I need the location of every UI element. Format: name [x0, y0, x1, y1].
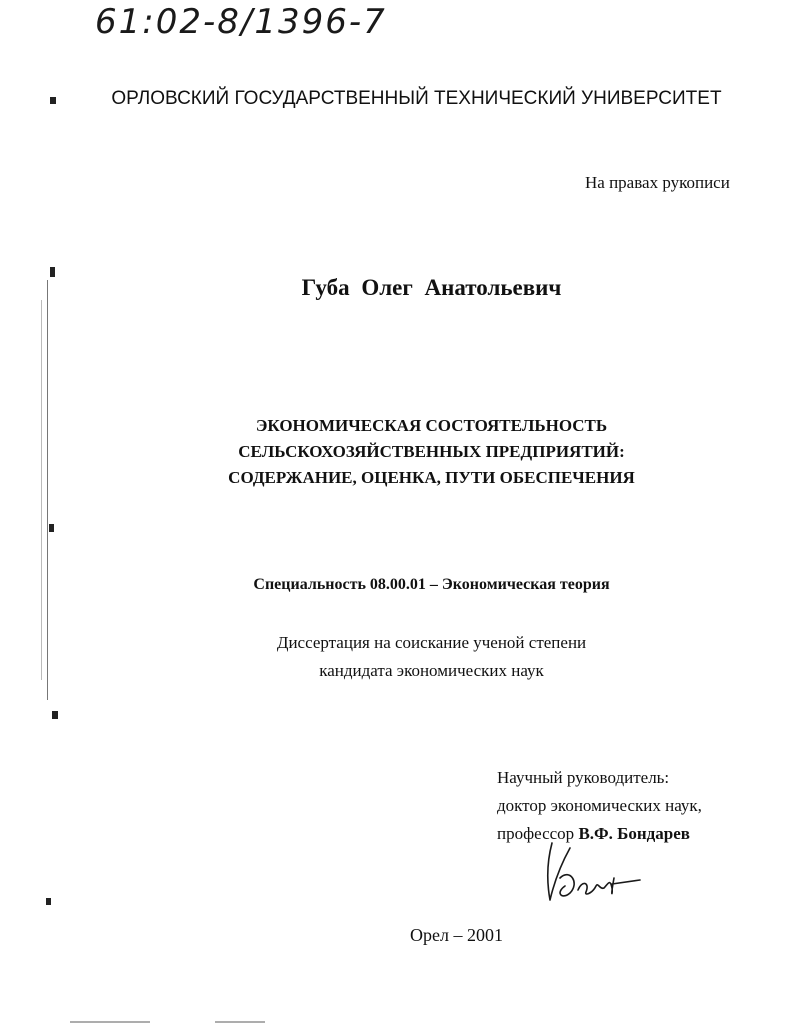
scan-mark [52, 711, 58, 719]
scan-mark [46, 898, 51, 905]
author-name: Губа Олег Анатольевич [301, 275, 562, 300]
supervisor-name: В.Ф. Бондарев [578, 824, 690, 843]
dissertation-title [0, 413, 793, 491]
scan-bottom-line [70, 1021, 150, 1023]
scan-mark [49, 524, 54, 532]
degree-line: Диссертация на соискание ученой степени [276, 633, 587, 652]
signature-icon [540, 838, 650, 908]
supervisor-block [497, 764, 702, 848]
degree-line: кандидата экономических наук [319, 661, 544, 680]
supervisor-degree: доктор экономических наук, [497, 796, 702, 815]
supervisor-label: Научный руководитель: [497, 768, 670, 787]
scan-bottom-line [215, 1021, 265, 1023]
archive-number: 61:02-8/1396-7 [95, 2, 387, 42]
manuscript-note: На правах рукописи [585, 173, 730, 192]
degree-statement [0, 629, 793, 685]
title-line: СОДЕРЖАНИЕ, ОЦЕНКА, ПУТИ ОБЕСПЕЧЕНИЯ [228, 468, 635, 487]
title-line: СЕЛЬСКОХОЗЯЙСТВЕННЫХ ПРЕДПРИЯТИЙ: [238, 442, 625, 461]
place-year: Орел – 2001 [410, 925, 503, 945]
specialty: Специальность 08.00.01 – Экономическая теория [253, 576, 610, 593]
supervisor-title: профессор [497, 824, 575, 843]
university-name: ОРЛОВСКИЙ ГОСУДАРСТВЕННЫЙ ТЕХНИЧЕСКИЙ УНИВЕРСИТЕТ [111, 88, 722, 109]
title-line: ЭКОНОМИЧЕСКАЯ СОСТОЯТЕЛЬНОСТЬ [255, 416, 608, 435]
